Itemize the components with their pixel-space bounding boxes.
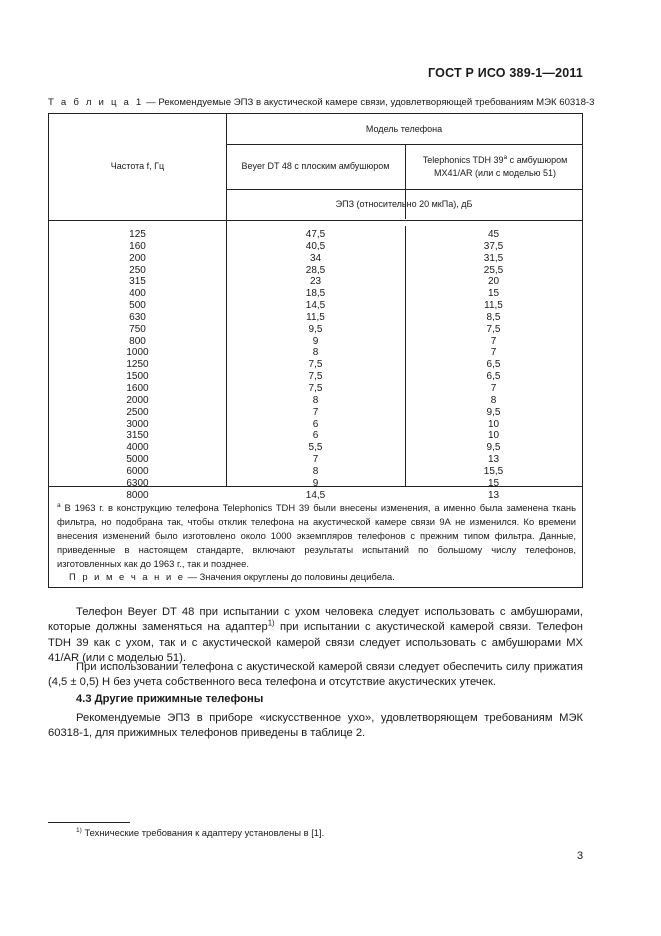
tdh-value-cell: 45	[487, 229, 500, 240]
beyer-value-cell: 9	[312, 335, 319, 347]
beyer-value-cell: 6	[312, 418, 319, 430]
tdh-value-cell: 7,5	[486, 323, 501, 335]
table-divider	[226, 189, 582, 190]
data-table	[48, 113, 583, 588]
tdh-value-cell: 7	[490, 335, 497, 347]
frequency-cell: 750	[129, 323, 146, 335]
section-heading: 4.3 Другие прижимные телефоны	[76, 693, 264, 705]
page-footnote-text: Технические требования к адаптеру установлены в [1].	[81, 827, 325, 838]
beyer-value-cell: 7,5	[308, 359, 323, 371]
frequency-cell: 3150	[126, 430, 149, 442]
table-note-label: П р и м е ч а н и е	[69, 571, 186, 582]
tdh-value-cell: 7	[490, 382, 497, 394]
frequency-cell: 250	[129, 264, 146, 276]
frequency-cell: 160	[129, 240, 146, 252]
frequency-cell: 315	[129, 276, 146, 288]
beyer-value-cell: 14,5	[305, 489, 326, 501]
frequency-column	[49, 229, 226, 501]
document-code: ГОСТ Р ИСО 389-1—2011	[428, 66, 583, 80]
page-footnote	[76, 827, 324, 838]
beyer-column	[226, 229, 405, 501]
tdh-value-cell: 13	[487, 454, 500, 466]
tdh-header-rest: с амбушюром МХ41/AR (или с моделью 51)	[434, 155, 568, 178]
beyer-value-cell: 23	[309, 276, 322, 288]
table-caption	[48, 97, 594, 108]
tdh-value-cell: 15	[487, 477, 500, 489]
frequency-cell: 4000	[126, 442, 149, 454]
paragraph-pressure: При использовании телефона с акустической камерой связи следует обеспечить силу прижатия (4,5 ± 0,5) Н без учета собственного веса телефона и отсутствие акустических утечек.	[48, 661, 583, 689]
tdh-value-cell: 15,5	[483, 465, 504, 477]
beyer-value-cell: 34	[309, 252, 322, 264]
tdh-header-sup: a	[503, 154, 508, 161]
tdh-value-cell: 6,5	[486, 371, 501, 383]
frequency-cell: 400	[129, 288, 146, 300]
frequency-cell: 6000	[126, 465, 149, 477]
tdh-value-cell: 9,5	[486, 406, 501, 418]
model-header: Модель телефона	[365, 124, 443, 134]
tdh-header-main: Telephonics TDH 39	[422, 155, 504, 165]
frequency-cell: 3000	[126, 418, 149, 430]
table-divider	[226, 144, 582, 145]
beyer-value-cell: 5,5	[308, 442, 323, 454]
footnote-ref: 1)	[267, 618, 275, 628]
table-note	[69, 571, 395, 582]
tdh-value-cell: 11,5	[484, 300, 503, 312]
frequency-cell: 500	[129, 300, 146, 312]
frequency-cell: 1600	[126, 382, 149, 394]
unit-header: ЭПЗ (относительно 20 мкПа), дБ	[335, 199, 473, 209]
tdh-value-cell: 7	[490, 347, 497, 359]
page-number: 3	[577, 850, 584, 862]
table-footnote-mark: a	[57, 501, 61, 509]
tdh-header	[409, 154, 581, 180]
table-footnote	[57, 501, 576, 571]
table-note-text: — Значения округлены до половины децибела.	[185, 571, 395, 582]
beyer-header: Beyer DT 48 с плоским амбушюром	[241, 161, 390, 171]
table-divider	[49, 220, 582, 221]
table-caption-label: Т а б л и ц а 1	[48, 97, 144, 108]
beyer-value-cell: 8	[312, 394, 319, 406]
beyer-value-cell: 18,5	[305, 288, 326, 300]
frequency-cell: 800	[129, 335, 146, 347]
tdh-value-cell: 25,5	[483, 264, 504, 276]
beyer-value-cell: 6	[312, 430, 319, 442]
frequency-cell: 1000	[126, 347, 149, 359]
beyer-value-cell: 7,5	[308, 371, 323, 383]
beyer-value-cell: 7	[312, 454, 319, 466]
beyer-value-cell: 28,5	[305, 264, 326, 276]
beyer-value-cell: 7,5	[308, 382, 323, 394]
frequency-header: Частота f, Гц	[110, 161, 165, 171]
tdh-column	[405, 229, 582, 501]
tdh-value-cell: 20	[487, 276, 500, 288]
page-footnote-mark: 1)	[76, 826, 82, 834]
table-caption-text: — Рекомендуемые ЭПЗ в акустической камере связи, удовлетворяющей требованиям МЭК 60318-3	[143, 97, 595, 108]
tdh-value-cell: 31,5	[483, 252, 504, 264]
beyer-value-cell: 7	[312, 406, 319, 418]
tdh-value-cell: 8	[490, 394, 497, 406]
frequency-cell: 630	[129, 311, 146, 323]
beyer-value-cell: 47,5	[305, 229, 326, 240]
beyer-value-cell: 9,5	[308, 323, 323, 335]
tdh-value-cell: 13	[487, 489, 500, 501]
paragraph-beyer	[48, 605, 583, 666]
beyer-value-cell: 8	[312, 465, 319, 477]
table-footnote-text: В 1963 г. в конструкцию телефона Telephonics TDH 39 были внесены изменения, а именно была заменена ткань фильтра, но подобрана так, чтобы отклик телефона на акустической камере связи 9А не изменился. Ко времени внесения изменений было изготовлено около 1000 экземпляров телефонов с прежним типом фильтра. Данные, приведенные в настоящем стандарте, включают результаты испытаний по большому числу телефонов, изготовленных как до 1963 г., так и позднее.	[57, 502, 576, 569]
paragraph-beyer-part2: при испытании с акустической камерой связи. Телефон TDH 39 как с ухом, так и с акустической камерой связи следует использовать с амбушюрами МХ 41/AR (или с моделью 51).	[48, 621, 583, 664]
tdh-value-cell: 8,5	[486, 311, 501, 323]
tdh-value-cell: 9,5	[486, 442, 501, 454]
frequency-cell: 200	[129, 252, 146, 264]
tdh-value-cell: 15	[487, 288, 500, 300]
beyer-value-cell: 40,5	[305, 240, 326, 252]
frequency-cell: 2500	[126, 406, 149, 418]
frequency-cell: 6300	[126, 477, 149, 489]
frequency-cell: 1250	[126, 359, 149, 371]
paragraph-beyer-part1: Телефон Beyer DT 48 при испытании с ухом человека следует использовать с амбушюрами, которые должны заменяться на адаптер	[48, 606, 583, 634]
beyer-value-cell: 8	[312, 347, 319, 359]
frequency-cell: 8000	[126, 489, 149, 501]
paragraph-other-phones: Рекомендуемые ЭПЗ в приборе «искусственное ухо», удовлетворяющем требованиям МЭК 60318-1, для прижимных телефонов приведены в таблице 2.	[48, 712, 583, 740]
beyer-value-cell: 14,5	[305, 300, 326, 312]
frequency-cell: 1500	[126, 371, 149, 383]
beyer-value-cell: 11,5	[306, 311, 325, 323]
frequency-cell: 2000	[126, 394, 149, 406]
tdh-value-cell: 6,5	[486, 359, 501, 371]
beyer-value-cell: 9	[312, 477, 319, 489]
tdh-value-cell: 10	[487, 418, 500, 430]
footnote-rule	[48, 822, 130, 823]
frequency-cell: 125	[129, 229, 146, 240]
frequency-cell: 5000	[126, 454, 149, 466]
tdh-value-cell: 10	[487, 430, 500, 442]
tdh-value-cell: 37,5	[483, 240, 504, 252]
